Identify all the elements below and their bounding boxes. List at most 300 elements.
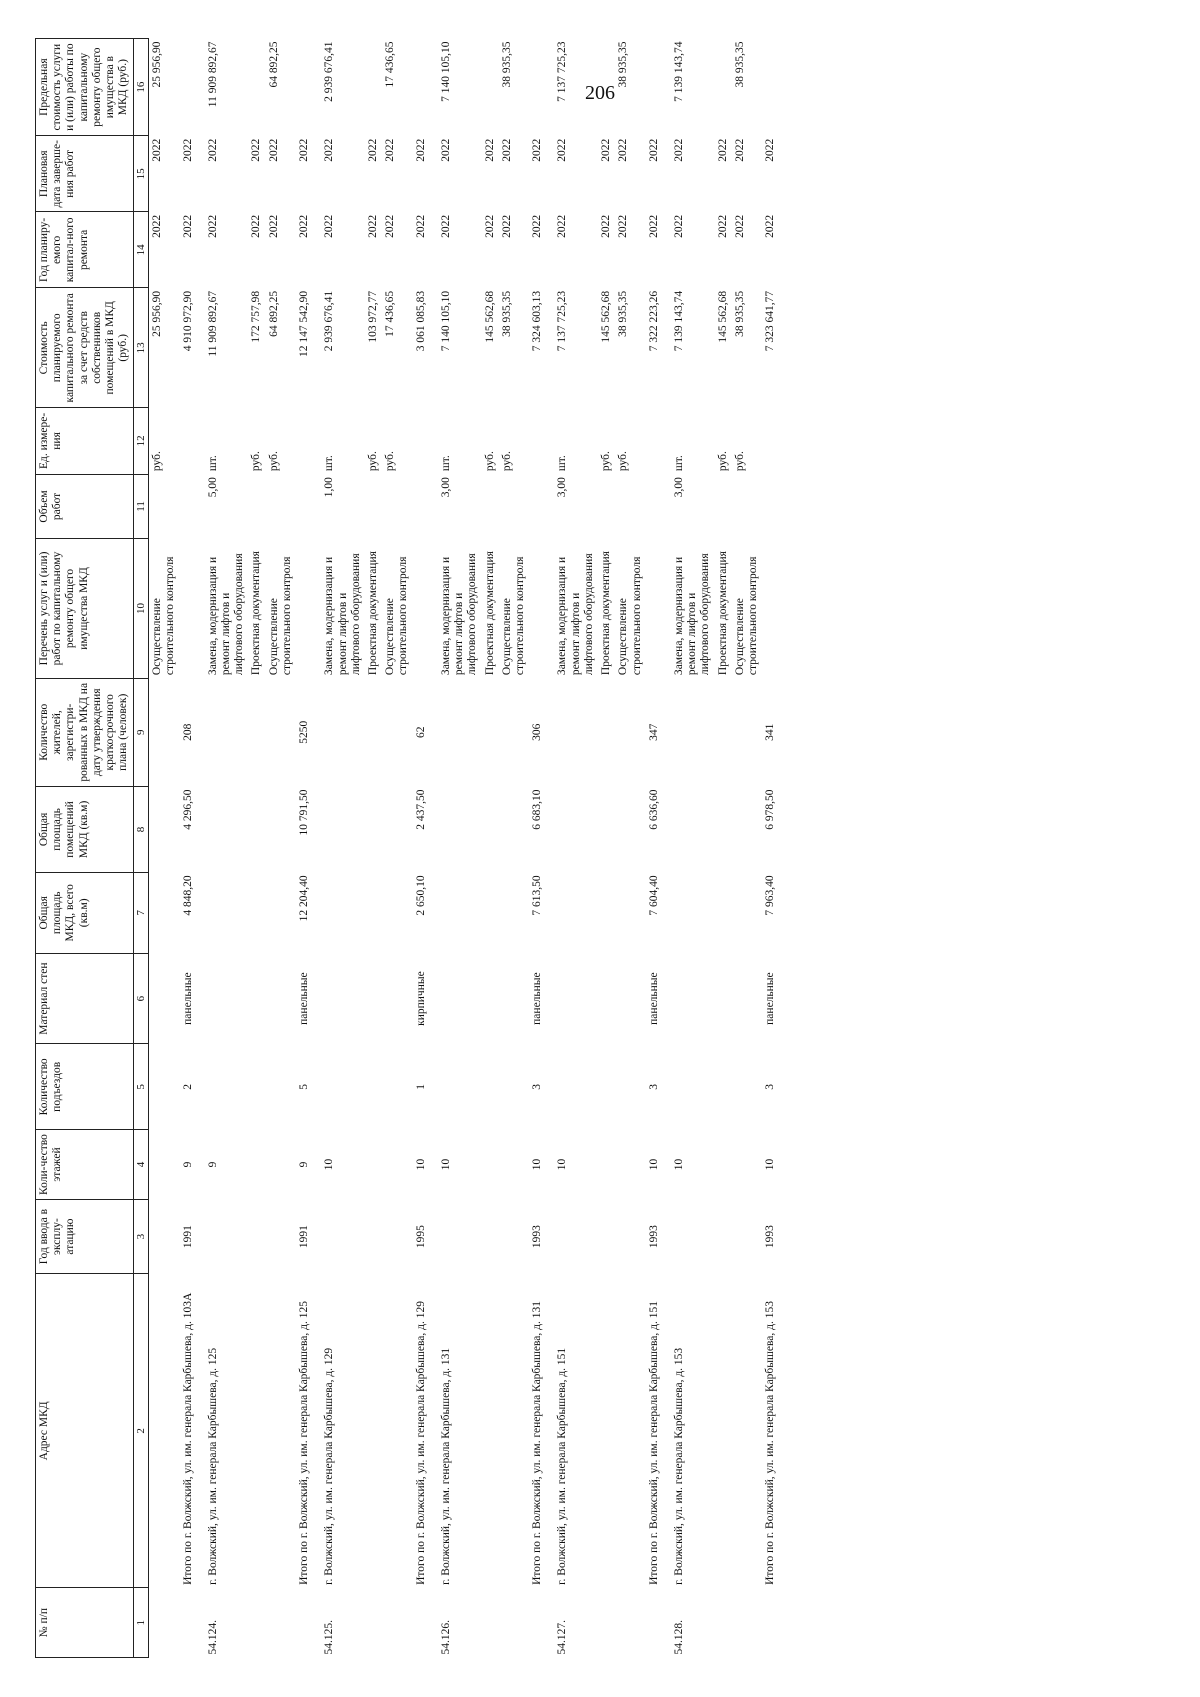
table-cell-col-7 [317,872,365,953]
table-cell-col-14: 2022 [323,214,336,238]
table-cell-col-2: г. Волжский, ул. им. генерала Карбышева, д. 151 [556,1347,569,1585]
table-cell-col-4: 10 [439,1158,452,1171]
table-cell-col-5 [715,1044,732,1130]
table-cell-col-12 [180,408,201,474]
page-number: 206 [585,82,615,104]
header-cell: Плановая дата заверше-ния работ [36,136,134,212]
table-cell-col-6 [149,953,180,1044]
table-cell-col-3: 1993 [531,1225,544,1249]
table-cell-col-5 [499,1044,529,1130]
table-cell-col-11: 3,00 [439,477,452,498]
table-cell-col-11 [180,474,201,539]
table-cell-col-13: 145 562,68 [600,290,613,343]
table-cell-col-8: 6 636,60 [647,789,660,830]
table-cell-col-13: 103 972,77 [367,290,380,343]
table-cell-col-10: Проектная документация [716,551,729,676]
table-cell-col-13: 172 757,98 [250,290,263,343]
table-cell-col-11 [149,474,180,539]
table-cell-col-16: 7 140 105,10 [439,41,452,102]
rotated-table-container [35,38,1135,1658]
table-cell-col-2: г. Волжский, ул. им. генерала Карбышева, д. 129 [323,1347,336,1585]
table-cell-col-11 [296,474,317,539]
table-row [732,39,762,1658]
header-cell: Год ввода в эксплу-атацию [36,1199,134,1273]
table-cell-col-10 [296,539,317,678]
table-cell-col-15: 2022 [483,138,496,162]
table-cell-col-7 [715,872,732,953]
table-cell-col-16: 11 909 892,67 [206,41,219,108]
table-cell-col-3 [615,1199,645,1273]
table-cell-col-12 [529,408,550,474]
table-cell-col-13: 7 139 143,74 [672,290,685,352]
table-row [296,39,317,1658]
table-cell-col-13: 4 910 972,90 [181,290,194,352]
table-cell-col-6: панельные [298,972,311,1025]
table-cell-col-10: Осуществление строительного контроля [500,556,526,676]
table-cell-col-14: 2022 [439,214,452,238]
table-row [646,39,667,1658]
table-cell-col-13: 25 956,90 [151,290,164,337]
table-cell-col-4 [266,1130,296,1200]
table-cell-col-6 [482,953,499,1044]
table-cell-col-2: Итого по г. Волжский, ул. им. генерала Карбышева, д. 129 [414,1301,427,1585]
table-cell-col-1 [248,1588,265,1658]
table-cell-col-1: 54.127. [556,1620,569,1655]
table-cell-col-11 [413,474,434,539]
header-cell: Общая площадь помещений МКД (кв.м) [36,787,134,873]
table-row [266,39,296,1658]
table-cell-col-15: 2022 [384,138,397,162]
table-cell-col-10: Проектная документация [367,551,380,676]
table-cell-col-12: шт. [439,455,452,472]
table-cell-col-6 [434,953,482,1044]
table-cell-col-7: 7 613,50 [531,875,544,916]
table-cell-col-9 [715,678,732,786]
table-cell-col-7 [434,872,482,953]
table-cell-col-4: 10 [672,1158,685,1171]
table-cell-col-5: 3 [531,1083,544,1090]
table-cell-col-3 [248,1199,265,1273]
table-cell-col-8 [550,787,598,873]
table-cell-col-9 [550,678,598,786]
table-cell-col-1 [149,1588,180,1658]
table-cell-col-15: 2022 [206,138,219,162]
table-cell-col-4 [382,1130,412,1200]
table-cell-col-13: 12 147 542,90 [298,290,311,358]
table-cell-col-2: г. Волжский, ул. им. генерала Карбышева, д. 125 [206,1347,219,1585]
table-cell-col-1 [266,1588,296,1658]
table-cell-col-5 [732,1044,762,1130]
table-cell-col-14: 2022 [672,214,685,238]
table-row [529,39,550,1658]
table-cell-col-4 [365,1130,382,1200]
table-cell-col-9: 306 [531,723,544,741]
table-cell-col-4 [615,1130,645,1200]
column-number: 12 [133,408,149,474]
table-cell-col-15: 2022 [733,138,746,162]
table-cell-col-16: 7 139 143,74 [672,41,685,102]
table-cell-col-6 [365,953,382,1044]
table-cell-col-1 [529,1588,550,1658]
table-cell-col-7 [201,872,249,953]
table-cell-col-2: Итого по г. Волжский, ул. им. генерала Карбышева, д. 131 [531,1301,544,1585]
table-cell-col-8 [667,787,715,873]
table-cell-col-10: Проектная документация [250,551,263,676]
table-cell-col-11 [382,474,412,539]
table-cell-col-5: 3 [764,1083,777,1090]
table-row [317,39,365,1658]
table-cell-col-7 [598,872,615,953]
table-cell-col-8 [266,787,296,873]
table-cell-col-13: 7 140 105,10 [439,290,452,352]
table-cell-col-5 [382,1044,412,1130]
table-cell-col-4 [598,1130,615,1200]
column-number: 3 [133,1199,149,1273]
table-cell-col-14: 2022 [600,214,613,238]
table-cell-col-8 [598,787,615,873]
header-cell: Адрес МКД [36,1274,134,1588]
table-cell-col-1 [499,1588,529,1658]
column-number: 13 [133,288,149,408]
table-cell-col-8 [201,787,249,873]
table-cell-col-16 [715,39,732,136]
table-cell-col-8: 6 683,10 [531,789,544,830]
table-cell-col-1 [296,1588,317,1658]
table-cell-col-5: 3 [647,1083,660,1090]
table-cell-col-10 [180,539,201,678]
table-cell-col-3 [598,1199,615,1273]
table-cell-col-2 [365,1274,382,1588]
table-cell-col-5 [598,1044,615,1130]
table-cell-col-7 [667,872,715,953]
table-row [762,39,783,1658]
table-cell-col-16 [248,39,265,136]
table-cell-col-15: 2022 [617,138,630,162]
table-cell-col-8: 2 437,50 [414,789,427,830]
table-cell-col-8: 4 296,50 [181,789,194,830]
column-number: 2 [133,1274,149,1588]
table-cell-col-4 [248,1130,265,1200]
header-cell: Количество жителей, зарегистри-рованных в МКД на дату утверждения краткосрочного плана (человек) [36,678,134,786]
table-cell-col-7 [615,872,645,953]
table-cell-col-2: Итого по г. Волжский, ул. им. генерала Карбышева, д. 153 [764,1301,777,1585]
table-cell-col-3 [317,1199,365,1273]
table-cell-col-3 [149,1199,180,1273]
table-cell-col-8 [499,787,529,873]
table-cell-col-14: 2022 [556,214,569,238]
table-cell-col-7 [248,872,265,953]
header-cell: Перечень услуг и (или) работ по капитальному ремонту общего имущества МКД [36,539,134,678]
table-cell-col-2 [615,1274,645,1588]
table-cell-col-13: 145 562,68 [716,290,729,343]
table-cell-col-3: 1993 [764,1225,777,1249]
table-cell-col-1 [732,1588,762,1658]
table-cell-col-4: 10 [414,1158,427,1171]
table-cell-col-11 [762,474,783,539]
table-cell-col-4 [482,1130,499,1200]
table-cell-col-14: 2022 [206,214,219,238]
table-cell-col-5 [550,1044,598,1130]
table-cell-col-15: 2022 [414,138,427,162]
table-cell-col-5: 5 [298,1083,311,1090]
table-cell-col-6 [201,953,249,1044]
column-number: 11 [133,474,149,539]
table-cell-col-6 [598,953,615,1044]
table-row [149,39,180,1658]
table-cell-col-16: 17 436,65 [384,41,397,88]
table-cell-col-14: 2022 [181,214,194,238]
table-cell-col-3 [499,1199,529,1273]
table-cell-col-8 [365,787,382,873]
table-cell-col-5 [317,1044,365,1130]
table-cell-col-12 [762,408,783,474]
table-cell-col-12: шт. [672,455,685,472]
table-cell-col-6: панельные [181,972,194,1025]
table-cell-col-15: 2022 [439,138,452,162]
table-cell-col-3: 1995 [414,1225,427,1249]
table-cell-col-1 [413,1588,434,1658]
header-cell: Материал стен [36,953,134,1044]
table-cell-col-9 [615,678,645,786]
table-cell-col-4: 10 [323,1158,336,1171]
table-cell-col-8 [482,787,499,873]
header-cell: Общая площадь МКД, всего (кв.м) [36,872,134,953]
table-cell-col-2: г. Волжский, ул. им. генерала Карбышева, д. 131 [439,1347,452,1585]
table-cell-col-5 [667,1044,715,1130]
table-cell-col-16 [296,39,317,136]
table-cell-col-11 [732,474,762,539]
table-cell-col-14: 2022 [647,214,660,238]
table-cell-col-7 [732,872,762,953]
column-number: 10 [133,539,149,678]
table-row [715,39,732,1658]
table-cell-col-6 [550,953,598,1044]
table-cell-col-12: руб. [500,451,513,472]
table-cell-col-10: Замена, модернизация и ремонт лифтов и лифтового оборудования [206,553,246,676]
table-cell-col-11 [715,474,732,539]
table-cell-col-2 [149,1274,180,1588]
table-cell-col-15: 2022 [151,138,164,162]
column-number: 16 [133,39,149,136]
table-row [615,39,645,1658]
table-cell-col-9 [365,678,382,786]
table-cell-col-12: руб. [716,451,729,472]
table-cell-col-3 [266,1199,296,1273]
table-cell-col-8: 6 978,50 [764,789,777,830]
column-number: 5 [133,1044,149,1130]
table-cell-col-13: 2 939 676,41 [323,290,336,352]
table-cell-col-16: 64 892,25 [267,41,280,88]
table-cell-col-5: 2 [181,1083,194,1090]
table-cell-col-16: 2 939 676,41 [323,41,336,102]
table-cell-col-5 [482,1044,499,1130]
table-cell-col-14: 2022 [384,214,397,238]
table-cell-col-10: Замена, модернизация и ремонт лифтов и лифтового оборудования [556,553,595,676]
table-cell-col-10 [762,539,783,678]
table-cell-col-1 [365,1588,382,1658]
table-cell-col-11: 5,00 [206,477,219,498]
table-cell-col-16: 7 137 725,23 [556,41,569,102]
header-cell: Предельная стоимость услуги и (или) работы по капитальному ремонту общего имущества в МКД (руб.) [36,39,134,136]
table-cell-col-11 [529,474,550,539]
table-cell-col-9 [149,678,180,786]
column-number-row [133,39,149,1658]
table-cell-col-15: 2022 [323,138,336,162]
table-cell-col-6: панельные [647,972,660,1025]
table-cell-col-1: 54.126. [439,1620,452,1655]
table-cell-col-5: 1 [414,1083,427,1090]
table-cell-col-11 [499,474,529,539]
table-cell-col-12: шт. [556,455,569,472]
table-row [365,39,382,1658]
table-cell-col-2: г. Волжский, ул. им. генерала Карбышева, д. 153 [672,1347,685,1585]
table-cell-col-10: Осуществление строительного контроля [384,556,410,676]
table-cell-col-6: панельные [531,972,544,1025]
table-cell-col-1 [715,1588,732,1658]
header-cell: Стоимость планируемого капитального ремонта за счет средств собственников помещений в МКД (руб.) [36,288,134,408]
header-cell: Количество подъездов [36,1044,134,1130]
table-cell-col-5 [365,1044,382,1130]
table-cell-col-1 [615,1588,645,1658]
table-cell-col-3: 1991 [181,1225,194,1249]
table-cell-col-10 [529,539,550,678]
table-cell-col-12 [413,408,434,474]
table-cell-col-14: 2022 [716,214,729,238]
table-cell-col-7 [550,872,598,953]
table-cell-col-6 [266,953,296,1044]
table-cell-col-12 [296,408,317,474]
table-cell-col-11: 3,00 [556,477,569,498]
table-cell-col-13: 7 324 603,13 [531,290,544,352]
table-cell-col-3 [382,1199,412,1273]
table-cell-col-4: 10 [556,1158,569,1171]
table-cell-col-16: 25 956,90 [151,41,164,88]
table-row [382,39,412,1658]
table-cell-col-9 [667,678,715,786]
table-row [550,39,598,1658]
table-cell-col-1 [762,1588,783,1658]
table-cell-col-6 [499,953,529,1044]
table-row [434,39,482,1658]
table-cell-col-15: 2022 [250,138,263,162]
table-cell-col-16 [482,39,499,136]
table-cell-col-1: 54.124. [206,1620,219,1655]
table-cell-col-7: 2 650,10 [414,875,427,916]
table-cell-col-5 [434,1044,482,1130]
table-cell-col-13: 7 322 223,26 [647,290,660,352]
table-cell-col-15: 2022 [764,138,777,162]
table-cell-col-13: 11 909 892,67 [206,290,219,357]
table-cell-col-5 [248,1044,265,1130]
column-number: 9 [133,678,149,786]
table-row [499,39,529,1658]
table-cell-col-4: 9 [181,1161,194,1168]
table-cell-col-12 [646,408,667,474]
table-cell-col-3 [365,1199,382,1273]
table-cell-col-8 [615,787,645,873]
table-cell-col-9 [434,678,482,786]
table-cell-col-10 [646,539,667,678]
table-cell-col-15: 2022 [672,138,685,162]
table-cell-col-14: 2022 [267,214,280,238]
table-cell-col-14: 2022 [617,214,630,238]
table-cell-col-11 [266,474,296,539]
column-number: 1 [133,1588,149,1658]
table-cell-col-4: 9 [206,1161,219,1168]
table-cell-col-9 [499,678,529,786]
table-cell-col-11 [482,474,499,539]
table-cell-col-12: шт. [206,455,219,472]
table-cell-col-1 [382,1588,412,1658]
table-cell-col-15: 2022 [367,138,380,162]
table-cell-col-7 [149,872,180,953]
table-cell-col-13: 38 935,35 [617,290,630,337]
table-cell-col-6 [317,953,365,1044]
table-cell-col-8 [434,787,482,873]
table-cell-col-4: 10 [764,1158,777,1171]
table-cell-col-2 [482,1274,499,1588]
table-cell-col-1: 54.128. [672,1620,685,1655]
table-cell-col-2: Итого по г. Волжский, ул. им. генерала Карбышева, д. 103А [181,1292,194,1585]
table-cell-col-14: 2022 [733,214,746,238]
table-cell-col-15: 2022 [531,138,544,162]
table-cell-col-9 [732,678,762,786]
table-cell-col-14: 2022 [367,214,380,238]
table-row [180,39,201,1658]
table-row [667,39,715,1658]
table-cell-col-13: 64 892,25 [267,290,280,337]
table-cell-col-9: 341 [764,723,777,741]
table-cell-col-3 [550,1199,598,1273]
table-cell-col-4 [732,1130,762,1200]
table-cell-col-9: 208 [181,723,194,741]
table-row [201,39,249,1658]
table-cell-col-13: 7 137 725,23 [556,290,569,352]
table-cell-col-6: панельные [764,972,777,1025]
table-cell-col-2 [732,1274,762,1588]
table-cell-col-9 [382,678,412,786]
header-cell: Объем работ [36,474,134,539]
table-cell-col-3 [434,1199,482,1273]
header-cell: Коли-чество этажей [36,1130,134,1200]
table-cell-col-11 [615,474,645,539]
table-cell-col-16 [598,39,615,136]
table-cell-col-11 [646,474,667,539]
table-cell-col-4 [149,1130,180,1200]
table-cell-col-16 [762,39,783,136]
table-cell-col-3 [667,1199,715,1273]
table-cell-col-7: 7 604,40 [647,875,660,916]
table-cell-col-13: 17 436,65 [384,290,397,337]
table-cell-col-10: Проектная документация [600,551,613,676]
table-cell-col-8 [149,787,180,873]
table-cell-col-3 [715,1199,732,1273]
table-cell-col-3: 1991 [298,1225,311,1249]
table-cell-col-15: 2022 [267,138,280,162]
table-cell-col-2 [382,1274,412,1588]
table-cell-col-15: 2022 [298,138,311,162]
table-cell-col-14: 2022 [764,214,777,238]
table-cell-col-12: руб. [367,451,380,472]
column-number: 6 [133,953,149,1044]
table-cell-col-7: 12 204,40 [298,875,311,922]
table-cell-col-7: 4 848,20 [181,875,194,916]
table-cell-col-10: Замена, модернизация и ремонт лифтов и лифтового оборудования [323,553,362,676]
table-cell-col-15: 2022 [500,138,513,162]
table-cell-col-11 [248,474,265,539]
table-cell-col-13: 38 935,35 [500,290,513,337]
table-row [248,39,265,1658]
